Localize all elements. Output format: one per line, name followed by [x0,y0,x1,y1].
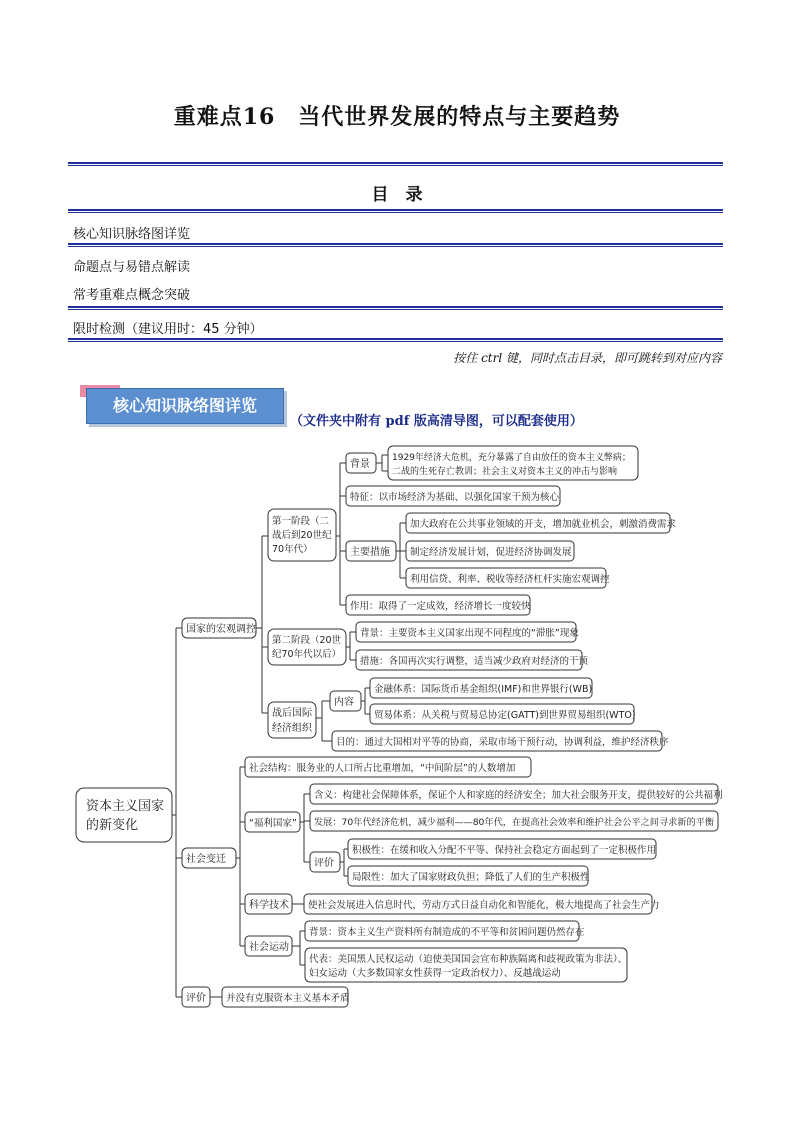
edge [336,463,346,605]
svg-text:70年代）: 70年代） [272,544,313,555]
svg-text:发展：70年代经济危机，减少福利——80年代，在提高社会效率: 发展：70年代经济危机，减少福利——80年代，在提高社会效率和维护社会公平之间寻求新的平衡 [314,817,715,828]
node-limitation [348,866,590,886]
svg-text:妇女运动（大多数国家女性获得一定政治权力）、反越战运动: 妇女运动（大多数国家女性获得一定政治权力）、反越战运动 [309,968,561,979]
node-stage2-background [356,622,579,642]
svg-text:“福利国家”: “福利国家” [249,818,297,829]
toc-heading: 目 录 [371,185,423,205]
node-main-measures [346,541,396,561]
node-welfare-meaning [310,784,723,804]
node-feature [346,486,560,506]
svg-text:内容: 内容 [334,697,354,708]
toc-link-exam-points[interactable]: 命题点与易错点解读 [73,260,191,275]
node-social-structure [245,757,531,777]
document-title: 重难点16 当代世界发展的特点与主要趋势 [173,104,621,130]
node-stage2-measures [356,650,589,670]
svg-text:金融体系：国际货币基金组织(IMF)和世界银行(WB): 金融体系：国际货币基金组织(IMF)和世界银行(WB) [374,684,593,695]
svg-text:代表：美国黑人民权运动（迫使美国国会宣布种族隔离和歧视政策为: 代表：美国黑人民权运动（迫使美国国会宣布种族隔离和歧视政策为非法）、 [309,954,628,965]
svg-text:战后国际: 战后国际 [272,708,312,719]
node-background [346,453,376,473]
svg-text:制定经济发展计划，促进经济协调发展: 制定经济发展计划，促进经济协调发展 [410,547,572,558]
node-intl-orgs [268,702,316,738]
node-welfare-state [245,812,300,832]
svg-text:背景：资本主义生产资料所有制造成的不平等和贫困问题仍然存在: 背景：资本主义生产资料所有制造成的不平等和贫困问题仍然存在 [309,927,585,938]
mindmap-root [76,788,172,842]
svg-text:特征：以市场经济为基础、以强化国家干预为核心: 特征：以市场经济为基础、以强化国家干预为核心 [350,492,560,503]
svg-text:含义：构建社会保障体系，保证个人和家庭的经济安全；加大社会服: 含义：构建社会保障体系，保证个人和家庭的经济安全；加大社会服务开支，提供较好的公共福利 [314,790,723,801]
node-movement-representatives [305,948,627,982]
node-welfare-development [310,811,718,831]
svg-text:1929年经济大危机，充分暴露了自由放任的资本主义弊病；: 1929年经济大危机，充分暴露了自由放任的资本主义弊病； [392,453,631,463]
node-measure-2 [406,541,574,561]
svg-text:第二阶段（20世: 第二阶段（20世 [272,635,342,646]
node-background-text [388,446,638,480]
toc-hint: 按住 ctrl 键，同时点击目录，即可跳转到对应内容 [453,351,722,365]
svg-text:评价: 评价 [314,858,334,869]
svg-text:社会运动: 社会运动 [249,942,289,953]
node-science-tech [245,894,292,914]
svg-text:作用：取得了一定成效，经济增长一度较快: 作用：取得了一定成效，经济增长一度较快 [350,601,531,612]
node-finance-system [370,678,592,698]
svg-text:主要措施: 主要措施 [350,547,390,558]
node-stage-2 [268,629,346,665]
edge [300,794,310,862]
node-measure-3 [406,568,610,588]
node-social-change [182,848,236,868]
svg-text:并没有克服资本主义基本矛盾: 并没有克服资本主义基本矛盾 [226,993,350,1004]
svg-text:贸易体系：从关税与贸易总协定(GATT)到世界贸易组织(WT: 贸易体系：从关税与贸易总协定(GATT)到世界贸易组织(WTO) [374,710,636,721]
svg-text:目的：通过大国相对平等的协商，采取市场干预行动，协调利益，维: 目的：通过大国相对平等的协商，采取市场干预行动，协调利益，维护经济秩序 [336,737,669,748]
edge [172,628,182,997]
svg-text:社会变迁: 社会变迁 [186,854,226,865]
node-evaluation [310,852,340,872]
svg-text:社会结构：服务业的人口所占比重增加，“中间阶层”的人数增加: 社会结构：服务业的人口所占比重增加，“中间阶层”的人数增加 [249,763,516,774]
toc-link-mindmap[interactable]: 核心知识脉络图详览 [73,227,191,242]
node-content [330,691,361,711]
svg-text:二战的生死存亡教训；社会主义对资本主义的冲击与影响: 二战的生死存亡教训；社会主义对资本主义的冲击与影响 [392,467,618,477]
node-macro-control [182,618,256,638]
edge [396,523,406,578]
svg-text:加大政府在公共事业领域的开支，增加就业机会，刺激消费需求: 加大政府在公共事业领域的开支，增加就业机会，刺激消费需求 [410,519,677,530]
svg-text:措施：各国再次实行调整，适当减少政府对经济的干预: 措施：各国再次实行调整，适当减少政府对经济的干预 [360,656,589,667]
svg-text:经济组织: 经济组织 [272,723,312,734]
svg-text:资本主义国家: 资本主义国家 [86,799,165,814]
svg-text:局限性：加大了国家财政负担；降低了人们的生产积极性: 局限性：加大了国家财政负担；降低了人们的生产积极性 [352,872,590,883]
svg-text:纪70年代以后）: 纪70年代以后） [272,649,342,660]
svg-text:科学技术: 科学技术 [249,900,289,911]
node-effect [346,595,531,615]
toc-link-timed-test[interactable]: 限时检测（建议用时：45 分钟） [73,322,263,337]
edge [361,688,370,714]
node-positive [348,839,656,859]
svg-text:评价: 评价 [186,993,206,1004]
toc-link-key-concepts[interactable]: 常考重难点概念突破 [73,288,191,303]
edge [256,536,268,713]
edge [340,849,348,876]
edge [236,767,245,946]
node-purpose [332,731,669,751]
svg-text:的新变化: 的新变化 [86,818,139,833]
svg-text:利用信贷、利率、税收等经济杠杆实施宏观调控: 利用信贷、利率、税收等经济杠杆实施宏观调控 [410,574,610,585]
svg-text:战后到20世纪: 战后到20世纪 [272,530,332,541]
edge [292,931,305,965]
svg-text:积极性：在缓和收入分配不平等、保持社会稳定方面起到了一定积极: 积极性：在缓和收入分配不平等、保持社会稳定方面起到了一定积极作用 [352,845,657,856]
svg-text:第一阶段（二: 第一阶段（二 [272,516,330,527]
section-note: （文件夹中附有 pdf 版高清导图，可以配套使用） [290,414,583,429]
node-movement-background [305,921,585,941]
svg-text:背景：主要资本主义国家出现不同程度的“滞胀”现象: 背景：主要资本主义国家出现不同程度的“滞胀”现象 [360,628,579,639]
node-social-movement [245,936,292,956]
node-science-tech-text [304,894,660,914]
node-stage-1 [268,509,336,561]
edge [376,455,388,471]
svg-text:国家的宏观调控: 国家的宏观调控 [186,624,256,635]
svg-text:背景: 背景 [350,459,370,470]
section-badge: 核心知识脉络图详览 [86,388,284,424]
edge [346,632,356,660]
node-final-evaluation-text [222,987,350,1007]
node-trade-system [370,704,636,724]
node-final-evaluation [182,987,210,1007]
svg-text:使社会发展进入信息时代，劳动方式日益自动化和智能化，极大地提: 使社会发展进入信息时代，劳动方式日益自动化和智能化，极大地提高了社会生产力 [308,900,660,911]
node-measure-1 [406,513,676,533]
